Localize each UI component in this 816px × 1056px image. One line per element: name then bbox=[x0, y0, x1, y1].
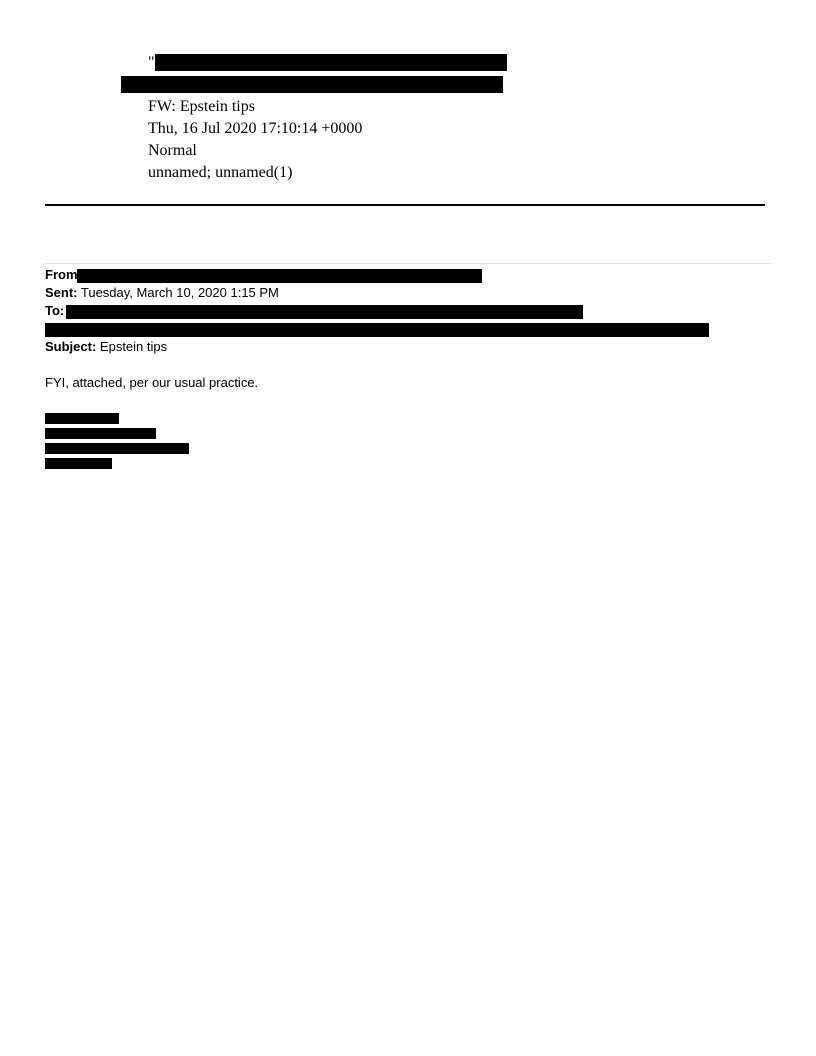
forwarded-from-row bbox=[45, 266, 78, 284]
forwarded-to-row bbox=[45, 302, 64, 320]
forwarded-divider bbox=[45, 263, 771, 264]
redaction-bar bbox=[121, 76, 503, 93]
header-embedded-value: unnamed; unnamed(1) bbox=[148, 164, 293, 181]
redaction-bar bbox=[45, 413, 119, 424]
forwarded-sent-row bbox=[45, 284, 279, 302]
forwarded-subject-label: Subject: bbox=[45, 339, 97, 354]
redaction-bar bbox=[45, 443, 189, 454]
redaction-bar bbox=[45, 458, 112, 469]
forwarded-sent-value: Tuesday, March 10, 2020 1:15 PM bbox=[80, 285, 279, 300]
header-from-value: " bbox=[148, 54, 155, 71]
forwarded-to-label: To: bbox=[45, 303, 65, 318]
redaction-bar bbox=[45, 323, 709, 337]
forwarded-sent-label: Sent: bbox=[45, 285, 78, 300]
redaction-bar bbox=[77, 269, 482, 283]
redaction-bar bbox=[155, 54, 507, 71]
forwarded-body: FYI, attached, per our usual practice. bbox=[45, 375, 259, 390]
forwarded-subject-value: Epstein tips bbox=[99, 339, 168, 354]
header-date-value: Thu, 16 Jul 2020 17:10:14 +0000 bbox=[148, 120, 363, 137]
header-subject-value: FW: Epstein tips bbox=[148, 98, 255, 115]
redaction-bar bbox=[45, 428, 156, 439]
forwarded-from-label: From bbox=[45, 267, 78, 282]
header-importance-value: Normal bbox=[148, 142, 197, 159]
forwarded-subject-row bbox=[45, 338, 167, 356]
header-divider bbox=[45, 204, 765, 206]
redaction-bar bbox=[66, 305, 583, 319]
